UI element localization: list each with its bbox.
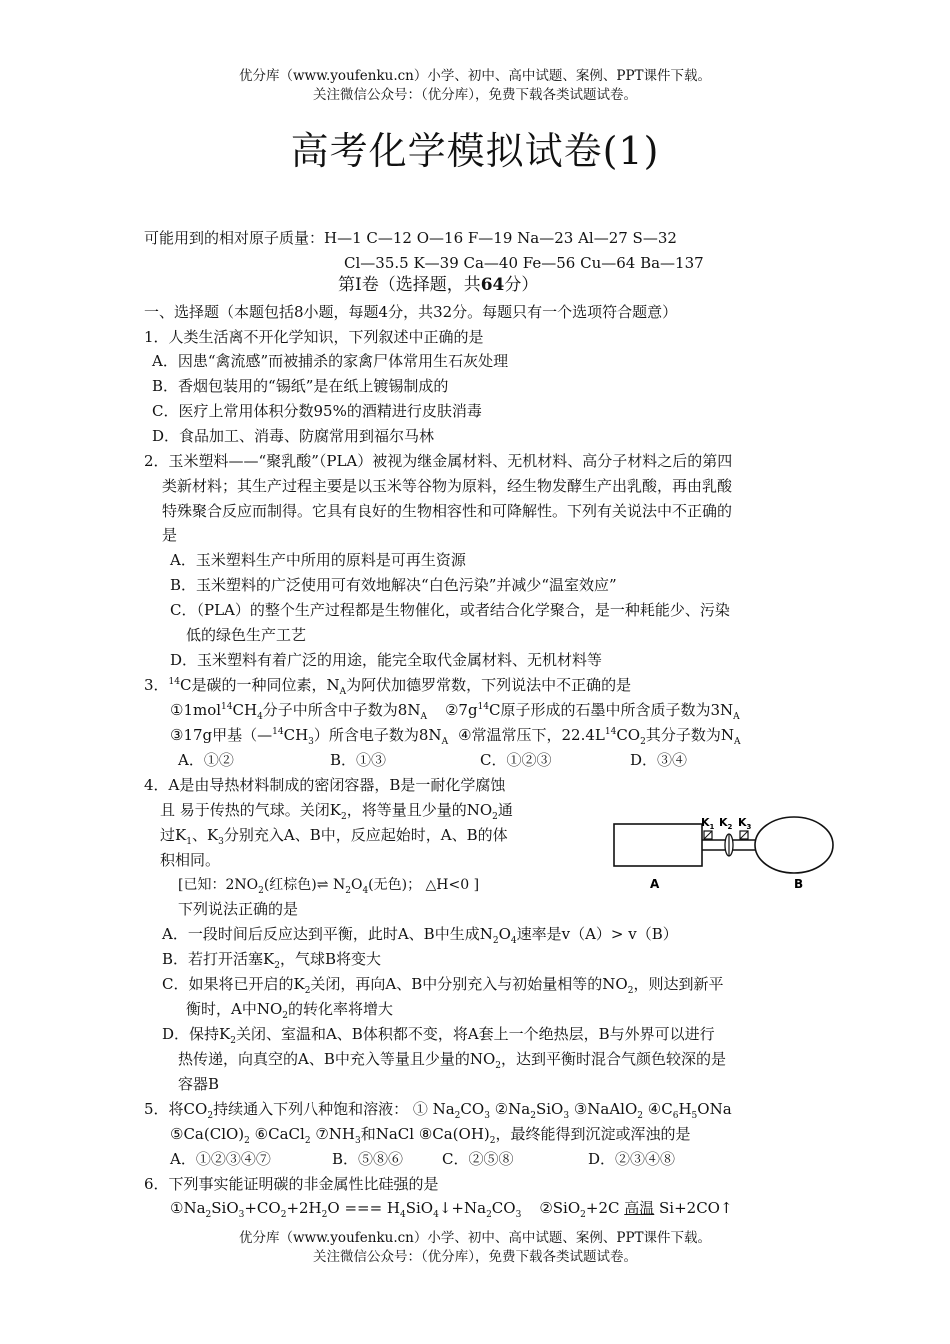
q4-option-d-1: D．保持$K_2$关闭、室温和A、B体积都不变，将A套上一个绝热层，B与外界可以进行 [162, 1025, 715, 1046]
q2-option-b: B．玉米塑料的广泛使用可有效地解决“白色污染”并减少“温室效应” [170, 576, 617, 594]
atomic-masses-line-2: Cl—35.5 K—39 Ca—40 Fe—56 Cu—64 Ba—137 [344, 254, 704, 272]
q4-option-c-1: C．如果将已开启的$K_2$关闭，再向A、B中分别充入与初始量相等的$NO_2$，则达到新平 [162, 975, 724, 996]
q4-known: [已知：$2NO_2$(红棕色)⇌ $N_2O_4$(无色)； △H<0 ] [178, 877, 480, 896]
footer-line-1: 优分库（www.youfenku.cn）小学、初中、高中试题、案例、PPT课件下载。 [238, 1230, 712, 1246]
q4-line-2: 且 易于传热的气球。关闭$K_2$，将等量且少量的$NO_2$通 [160, 801, 513, 822]
q2-line-2: 类新材料；其生产过程主要是以玉米等谷物为原料，经生物发酵生产出乳酸，再由乳酸 [162, 477, 733, 495]
q2-line-1: 2．玉米塑料——“聚乳酸”（PLA）被视为继金属材料、无机材料、高分子材料之后的第四 [144, 452, 733, 470]
q3-option-a: A．①② [178, 751, 234, 769]
q1-option-d: D．食品加工、消毒、防腐常用到福尔马林 [152, 427, 435, 445]
q5-line-2: $⑤Ca(ClO)_2$ ⑥CaCl$_2$ $⑦NH_3$和NaCl $⑧Ca(OH)_2$，最终能得到沉淀或浑浊的是 [170, 1125, 691, 1146]
section-heading: 第Ⅰ卷（选择题，共64分） [338, 275, 539, 295]
q4-line-1: 4．A是由导热材料制成的密闭容器，B是一耐化学腐蚀 [144, 776, 506, 794]
page-title: 高考化学模拟试卷(1) [290, 129, 660, 173]
q4-option-b: B．若打开活塞$K_2$，气球B将变大 [162, 950, 381, 971]
q5-option-c: C．②⑤⑧ [442, 1150, 514, 1168]
q4-line-3: 过$K_1$、$K_3$分别充入A、B中，反应起始时，A、B的体 [160, 826, 508, 847]
label-a: A [650, 877, 660, 891]
q5-line-1: 5．将$CO_2$持续通入下列八种饱和溶液： ① $Na_2CO_3$ $②Na_2SiO_3$ ③NaAlO$_2$ $④C_6H_5ONa$ [144, 1100, 732, 1121]
label-k3: $K_3$ [738, 816, 752, 831]
q3-statements-1-2: $①1mol^{14}CH_4$分子中所含中子数为$8N_A$ $②7g^{14}C$原子形成的石墨中所含质子数为$3N_A$ [170, 701, 740, 722]
q4-option-d-3: 容器B [178, 1075, 220, 1093]
q5-option-b: B．⑤⑧⑥ [332, 1150, 404, 1168]
q3-stem: 3．$^{14}$C是碳的一种同位素，$N_A$为阿伏加德罗常数，下列说法中不正确的是 [144, 676, 632, 697]
label-k2: $K_2$ [719, 816, 733, 831]
q4-line-4: 积相同。 [160, 851, 221, 869]
q5-option-a: A．①②③④⑦ [170, 1150, 271, 1168]
q6-reactions: $①Na_2SiO_3+CO_2+2H_2O$ === $H_4SiO_4↓+Na_2CO_3$ ②SiO$_2$+2C 高温 Si+2CO↑ [170, 1199, 733, 1220]
q3-option-b: B．①③ [330, 751, 387, 769]
q2-line-3: 特殊聚合反应而制得。它具有良好的生物相容性和可降解性。下列有关说法中不正确的 [162, 502, 733, 520]
q3-option-d: D．③④ [630, 751, 688, 769]
q1-stem: 1．人类生活离不开化学知识，下列叙述中正确的是 [144, 328, 484, 346]
q4-apparatus-diagram [606, 808, 836, 896]
q1-option-a: A．因患“禽流感”而被捕杀的家禽尸体常用生石灰处理 [152, 352, 509, 370]
q4-option-a: A．一段时间后反应达到平衡，此时A、B中生成$N_2O_4$速率是v（A）> v（B） [162, 925, 678, 946]
q1-option-b: B．香烟包装用的“锡纸”是在纸上镀锡制成的 [152, 377, 449, 395]
q2-option-d: D．玉米塑料有着广泛的用途，能完全取代金属材料、无机材料等 [170, 651, 603, 669]
q2-option-c-2: 低的绿色生产工艺 [186, 626, 307, 644]
q5-option-d: D．②③④⑧ [588, 1150, 676, 1168]
q4-ask: 下列说法正确的是 [178, 900, 299, 918]
q2-option-a: A．玉米塑料生产中所用的原料是可再生资源 [170, 551, 466, 569]
q3-option-c: C．①②③ [480, 751, 552, 769]
q2-line-4: 是 [162, 526, 178, 544]
footer-line-2: 关注微信公众号：（优分库），免费下载各类试题试卷。 [313, 1249, 637, 1265]
q4-option-c-2: 衡时，A中$NO_2$的转化率将增大 [186, 1000, 394, 1021]
header-line-2: 关注微信公众号：（优分库），免费下载各类试题试卷。 [313, 87, 637, 103]
q1-option-c: C．医疗上常用体积分数95%的酒精进行皮肤消毒 [152, 402, 482, 420]
q2-option-c-1: C．（PLA）的整个生产过程都是生物催化，或者结合化学聚合，是一种耗能少、污染 [170, 601, 730, 619]
q6-stem: 6．下列事实能证明碳的非金属性比硅强的是 [144, 1175, 439, 1193]
atomic-masses-line-1: 可能用到的相对原子质量：H—1 C—12 O—16 F—19 Na—23 Al—27 S—32 [144, 229, 677, 247]
balloon-b [755, 817, 833, 873]
part-intro: 一、选择题（本题包括8小题，每题4分，共32分。每题只有一个选项符合题意） [144, 303, 678, 321]
container-a [614, 824, 702, 866]
header-line-1: 优分库（www.youfenku.cn）小学、初中、高中试题、案例、PPT课件下载。 [238, 68, 712, 84]
label-b: B [794, 877, 804, 891]
label-k1: $K_1$ [701, 816, 715, 831]
q3-statements-3-4: ③17g甲基$(—^{14}CH_3)$所含电子数为$8N_A$ ④常温常压下，$22.4L^{14}CO_2$其分子数为$N_A$ [170, 726, 741, 747]
q4-option-d-2: 热传递，向真空的A、B中充入等量且少量的$NO_2$，达到平衡时混合气颜色较深的是 [178, 1050, 727, 1071]
